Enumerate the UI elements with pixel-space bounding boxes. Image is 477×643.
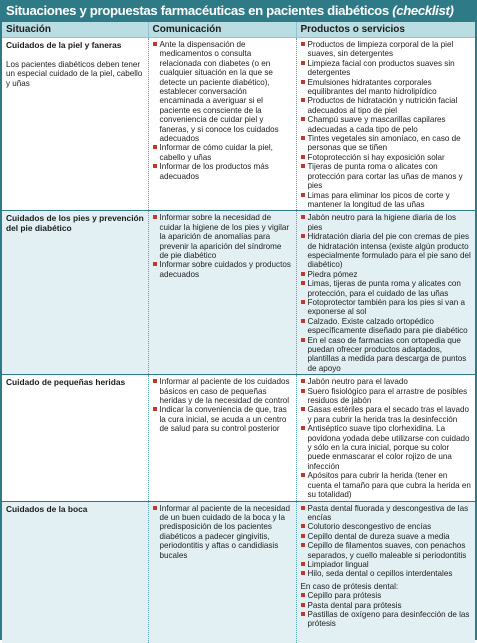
list-item: Cepillo de filamentos suaves, con penachos separados, y cuello maleable si periodontitis <box>301 541 473 560</box>
header-situacion: Situación <box>2 22 148 38</box>
situacion-title: Cuidados de la boca <box>6 503 88 514</box>
list-item: Jabón neutro para el lavado <box>301 377 473 386</box>
list-item: Colutorio descongestivo de encías <box>301 522 473 531</box>
comunicacion-list <box>153 377 293 433</box>
list-item: Hidratación diaria del pie con cremas de pies de hidratación intensa (existe algún producto especialmente formulado para el pie sano del diabético) <box>301 232 473 270</box>
comunicacion-list <box>153 213 293 279</box>
productos-list <box>301 40 473 209</box>
list-item: Tintes vegetales sin amoníaco, en caso de personas que se tiñen <box>301 134 473 153</box>
situacion-title: Cuidados de la piel y faneras <box>6 40 122 50</box>
list-item: Suero fisiológico para el arrastre de posibles residuos de jabón <box>301 387 473 406</box>
list-item: Calzado. Existe calzado ortopédico específicamente diseñado para pie diabético <box>301 317 473 336</box>
title-checklist: (checklist) <box>392 3 454 18</box>
list-item: Informar al paciente de la necesidad de un buen cuidado de la boca y la predisposición de los pacientes diabéticos a padecer gingivitis, periodontitis y aftas o candidiasis bucales <box>153 504 293 560</box>
list-item: Limas, tijeras de punta roma y alicates con protección, para el cuidado de las uñas <box>301 279 473 298</box>
list-item: Informar sobre cuidados y productos adecuados <box>153 260 293 279</box>
header-productos: Productos o servicios <box>296 22 475 38</box>
list-item: Pasta dental fluorada y descongestiva de las encías <box>301 504 473 523</box>
situacion-title: Cuidados de los pies y prevención del pie diabético <box>6 213 144 234</box>
table-row <box>2 38 475 211</box>
list-item: Piedra pómez <box>301 270 473 279</box>
list-item: Tijeras de punta roma o alicates con protección para cortar las uñas de manos y pies <box>301 162 473 190</box>
list-item: Champú suave y mascarillas capilares adecuadas a cada tipo de pelo <box>301 115 473 134</box>
productos-list <box>301 377 473 499</box>
list-item: Limpiador lingual <box>301 560 473 569</box>
situacion-cell <box>2 211 148 375</box>
page-title <box>2 0 475 22</box>
list-item: Jabón neutro para la higiene diaria de los pies <box>301 213 473 232</box>
protesis-list <box>301 591 473 629</box>
comunicacion-cell <box>148 211 296 375</box>
list-item: Pastillas de oxígeno para desinfección de las prótesis <box>301 610 473 629</box>
protesis-heading: En caso de prótesis dental: <box>300 581 399 591</box>
list-item: Emulsiones hidratantes corporales equilibrantes del manto hidrolipídico <box>301 78 473 97</box>
situacion-cell <box>2 38 148 211</box>
title-main: Situaciones y propuestas farmacéuticas en pacientes diabéticos <box>6 3 393 18</box>
comunicacion-cell <box>148 501 296 643</box>
table-row <box>2 211 475 375</box>
list-item: Informar de cómo cuidar la piel, cabello y uñas <box>153 143 293 162</box>
productos-cell <box>296 211 475 375</box>
comunicacion-cell <box>148 375 296 501</box>
comunicacion-cell <box>148 38 296 211</box>
productos-list <box>301 213 473 373</box>
productos-list <box>301 504 473 579</box>
table-row <box>2 501 475 643</box>
list-item: Indicar la conveniencia de que, tras la cura inicial, se acuda a un centro de salud para su control posterior <box>153 405 293 433</box>
list-item: Informar sobre la necesidad de cuidar la higiene de los pies y vigilar la aparición de anomalías para prevenir la aparición del síndrome de pie diabético <box>153 213 293 260</box>
table-header-row <box>2 22 475 38</box>
situacion-cell <box>2 375 148 501</box>
list-item: Informar de los productos más adecuados <box>153 162 293 181</box>
list-item: Limas para eliminar los picos de corte y mantener la longitud de las uñas <box>301 191 473 210</box>
list-item: Pasta dental para prótesis <box>301 601 473 610</box>
productos-cell <box>296 38 475 211</box>
list-item: Ante la dispensación de medicamentos o consulta relacionada con diabetes (o en cualquier situación en la que se detecte un paciente diabético), establecer conversación encaminada a averiguar si el paciente es consciente de la conveniencia de cuidar piel y faneras, y si conoce los cuidados adecuados <box>153 40 293 143</box>
list-item: Fotoprotección si hay exposición solar <box>301 153 473 162</box>
list-item: Apósitos para cubrir la herida (tener en cuenta el tamaño para que cubra la herida en su totalidad) <box>301 471 473 499</box>
list-item: En el caso de farmacias con ortopedia que puedan ofrecer productos adaptados, plantillas a medida para descarga de puntos de apoyo <box>301 336 473 374</box>
situacion-description: Los pacientes diabéticos deben tener un especial cuidado de la piel, cabello y uñas <box>6 60 143 88</box>
list-item: Productos de limpieza corporal de la piel suaves, sin detergentes <box>301 40 473 59</box>
list-item: Gasas estériles para el secado tras el lavado y para cubrir la herida tras la desinfección <box>301 405 473 424</box>
productos-cell <box>296 375 475 501</box>
list-item: Cepillo dental de dureza suave a media <box>301 532 473 541</box>
checklist-table <box>2 22 475 643</box>
comunicacion-list <box>153 504 293 560</box>
list-item: Informar al paciente de los cuidados básicos en caso de pequeñas heridas y de la necesidad de control <box>153 377 293 405</box>
comunicacion-list <box>153 40 293 181</box>
situacion-cell <box>2 501 148 643</box>
list-item: Hilo, seda dental o cepillos interdentales <box>301 569 473 578</box>
list-item: Fotoprotector también para los pies si van a exponerse al sol <box>301 298 473 317</box>
productos-cell <box>296 501 475 643</box>
table-row <box>2 375 475 501</box>
situacion-title: Cuidado de pequeñas heridas <box>6 377 126 388</box>
header-comunicacion: Comunicación <box>148 22 296 38</box>
list-item: Limpieza facial con productos suaves sin detergentes <box>301 59 473 78</box>
list-item: Cepillo para prótesis <box>301 591 473 600</box>
list-item: Antiséptico suave tipo clorhexidina. La povidona yodada debe utilizarse con cuidado y sólo en la cura inicial, porque su color puede enmascarar el color rojizo de una infección <box>301 424 473 471</box>
list-item: Productos de hidratación y nutrición facial adecuados al tipo de piel <box>301 96 473 115</box>
